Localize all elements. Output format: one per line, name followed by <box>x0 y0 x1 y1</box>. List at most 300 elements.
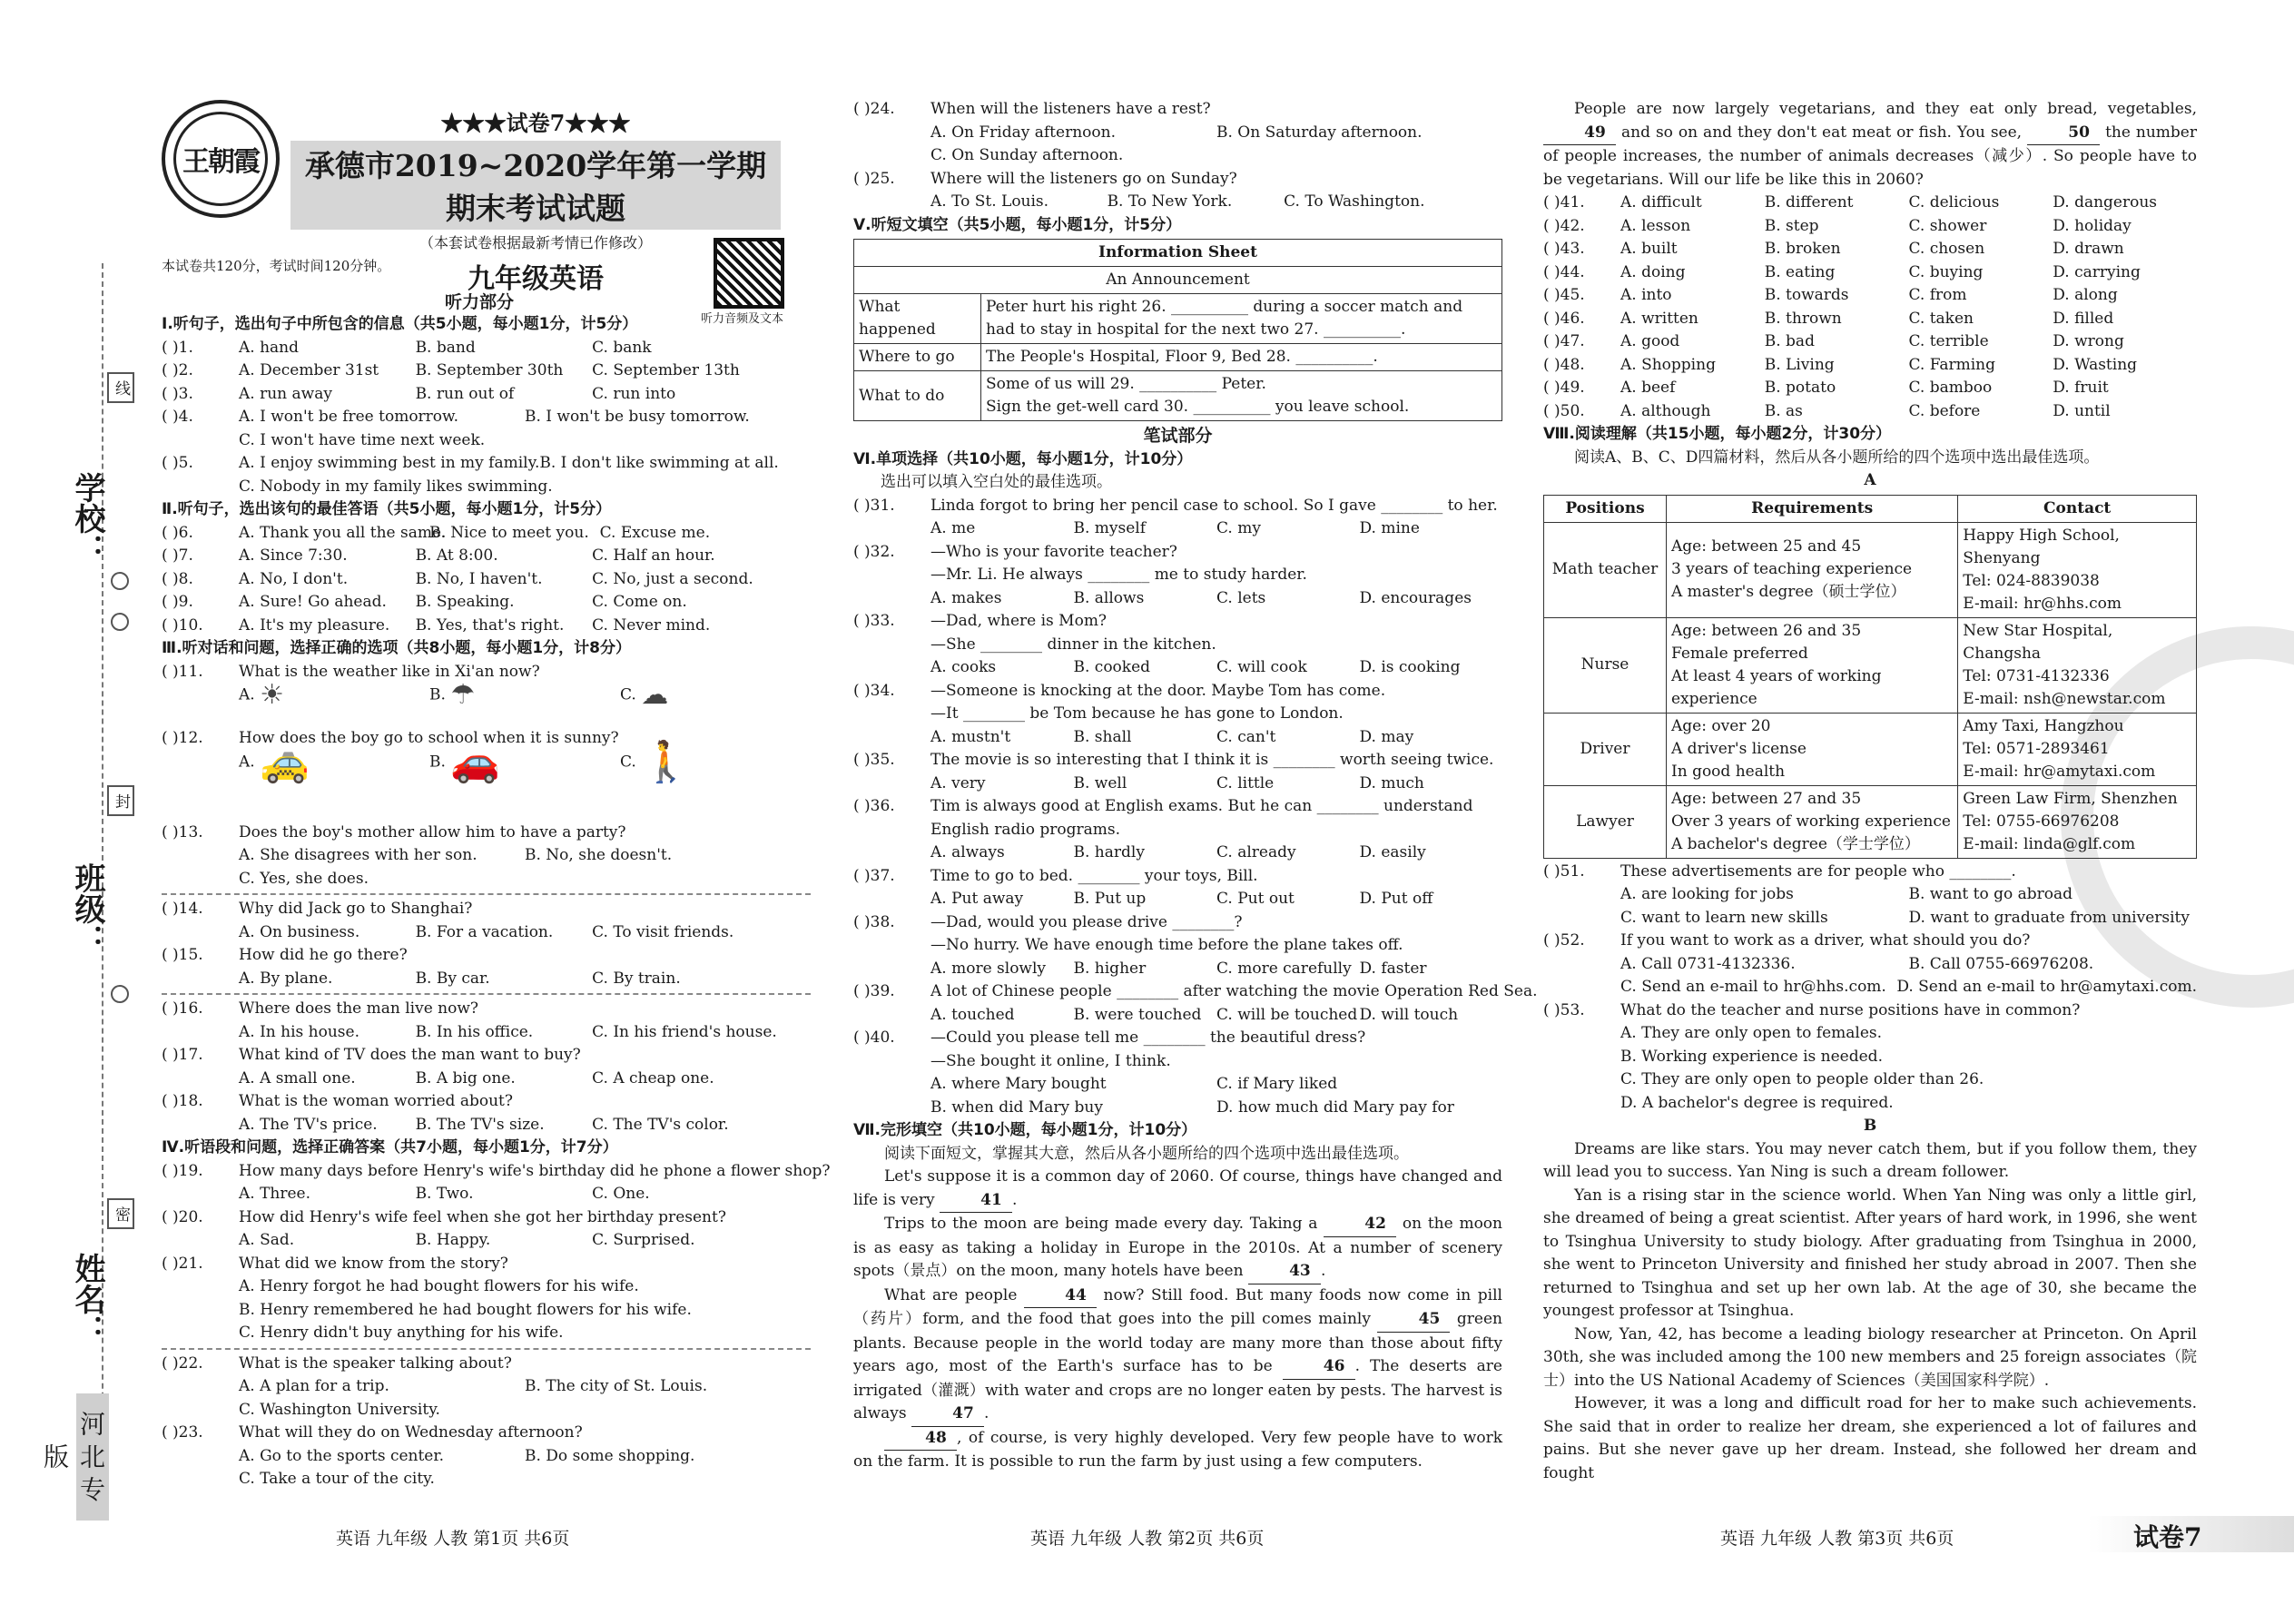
job-contact: New Star Hospital, Changsha Tel: 0731-4132336 E-mail: nsh@newstar.com <box>1958 617 2197 713</box>
info-row <box>854 371 1502 421</box>
question-number: ( )21. <box>162 1254 203 1273</box>
option: B. Nice to meet you. <box>429 523 589 542</box>
indent <box>162 1229 239 1253</box>
option: B. By car. <box>415 969 490 988</box>
question <box>162 822 811 845</box>
option: D. holiday <box>2053 216 2132 235</box>
indent <box>162 968 239 991</box>
question <box>162 944 811 968</box>
column-2 <box>853 98 1538 1474</box>
question <box>162 998 811 1021</box>
question <box>1543 883 2197 907</box>
job-contact: Green Law Firm, Shenzhen Tel: 0755-66976208 E-mail: linda@glf.com <box>1958 785 2197 858</box>
footer-tag: 试卷7 <box>2133 1522 2202 1552</box>
exam-title: 承德市2019~2020学年第一学期期末考试试题 <box>290 141 781 230</box>
question-number: ( )15. <box>162 946 203 964</box>
table-header: Contact <box>1958 495 2197 522</box>
question <box>1543 930 2197 953</box>
picture-option: B. 🚗 <box>429 738 501 785</box>
option: A. Sad. <box>239 1231 295 1249</box>
option: B. potato <box>1764 379 1836 397</box>
option-line: A. Henry forgot he had bought flowers for his wife. <box>239 1277 639 1295</box>
info-row <box>854 294 1502 344</box>
option: C. run into <box>592 384 676 403</box>
option: A. To St. Louis. <box>930 192 1049 211</box>
question <box>1543 192 2197 215</box>
punch-hole <box>111 572 129 590</box>
table-header: Positions <box>1544 495 1667 522</box>
question <box>1543 377 2197 400</box>
option-line: —She ________ dinner in the kitchen. <box>930 635 1216 654</box>
job-row <box>1544 713 2197 785</box>
question-text: If you want to work as a driver, what should you do? <box>1620 931 2031 950</box>
option: B. No, she doesn't. <box>525 846 673 864</box>
job-position: Driver <box>1544 713 1667 785</box>
option: A. Thank you all the same. <box>239 523 447 542</box>
question-number: ( )43. <box>1543 240 1585 258</box>
info-key: What happened <box>854 294 981 344</box>
question <box>162 568 811 592</box>
option: C. Half an hour. <box>592 546 715 565</box>
option: C. No, just a second. <box>592 569 753 588</box>
question <box>162 1021 811 1045</box>
question <box>1543 907 2197 930</box>
question <box>853 517 1502 541</box>
question <box>853 495 1502 518</box>
option: C. A cheap one. <box>592 1068 714 1088</box>
qr-caption: 听力音频及文本 <box>701 312 784 326</box>
option: D. easily <box>1359 843 1426 861</box>
binding-strip <box>0 0 136 1624</box>
question <box>1543 400 2197 424</box>
section-heading: Ⅷ.阅读理解（共15小题，每小题2分，计30分） <box>1543 425 1892 443</box>
section-heading: Ⅱ.听句子，选出该句的最佳答语（共5小题，每小题1分，计5分） <box>162 500 612 518</box>
question-text: —Who is your favorite teacher? <box>930 542 1177 561</box>
info-key: Where to go <box>854 344 981 371</box>
option: A. difficult <box>1620 193 1702 212</box>
option: D. carrying <box>2053 262 2141 281</box>
info-sheet-title: Information Sheet <box>854 240 1502 267</box>
listening-title: 听力部分 <box>445 292 515 312</box>
option: A. I won't be free tomorrow. <box>239 408 458 426</box>
question-number: ( )11. <box>162 662 203 681</box>
option: A. doing <box>1620 262 1686 281</box>
indent <box>853 1004 930 1028</box>
option: D. much <box>1359 773 1424 792</box>
question <box>162 337 811 360</box>
question-number: ( )25. <box>853 169 895 188</box>
question <box>853 1027 1502 1050</box>
option: D. how much did Mary pay for <box>1216 1097 1454 1117</box>
option: A. although <box>1620 401 1711 420</box>
passage-paragraph: Trips to the moon are being made every day. Taking a 42 on the moon is as easy as taking a holiday in Europe in the 2010s. At a number of scenery spots（景点）on the moon, many hotels have been 43 . <box>853 1213 1502 1284</box>
option-line: C. Take a tour of the city. <box>239 1470 435 1488</box>
indent <box>162 1114 239 1137</box>
option: C. To Washington. <box>1284 192 1425 211</box>
job-position: Math teacher <box>1544 522 1667 617</box>
option: B. The TV's size. <box>415 1115 545 1134</box>
question-number: ( )16. <box>162 999 203 1018</box>
question-number: ( )41. <box>1543 193 1585 212</box>
bind-mark-seal: 封 <box>107 785 134 816</box>
option: D. Put off <box>1359 890 1433 908</box>
section-heading: Ⅲ.听对话和问题，选择正确的选项（共8小题，每小题1分，计8分） <box>162 639 632 657</box>
option: C. little <box>1216 773 1275 792</box>
indent <box>162 1375 239 1399</box>
question-number: ( )53. <box>1543 1000 1585 1019</box>
cloud-icon: ☁ <box>641 679 669 711</box>
option: C. By train. <box>592 969 681 988</box>
option: C. more carefully <box>1216 959 1352 978</box>
question <box>853 1073 1502 1097</box>
option: B. higher <box>1073 959 1147 978</box>
question <box>162 1353 811 1376</box>
bind-mark-secret: 密 <box>107 1198 134 1229</box>
option: B. Two. <box>415 1185 474 1203</box>
passage-paragraph: Now, Yan, 42, has become a leading biology researcher at Princeton. On April 30th, she was included among the 100 new members and 25 foreign associates（院士）into the US National Academy of Sciences（美国国家科学院）. <box>1543 1324 2197 1390</box>
option-line: —She bought it online, I think. <box>930 1051 1171 1070</box>
option: B. were touched <box>1073 1005 1202 1024</box>
question-number: ( )39. <box>853 982 895 1000</box>
question-text: When will the listeners have a rest? <box>930 100 1211 118</box>
indent <box>162 921 239 945</box>
question-number: ( )19. <box>162 1161 203 1180</box>
question-number: ( )10. <box>162 615 203 635</box>
option: A. written <box>1620 309 1698 328</box>
question-number: ( )23. <box>162 1423 203 1442</box>
option: D. filled <box>2053 309 2114 328</box>
option: D. faster <box>1359 959 1427 978</box>
indent <box>162 1183 239 1206</box>
job-row <box>1544 617 2197 713</box>
question-number: ( )42. <box>1543 216 1585 235</box>
option: B. To New York. <box>1107 192 1233 211</box>
question <box>1543 215 2197 239</box>
option: D. encourages <box>1359 588 1472 607</box>
option-line: C. Yes, she does. <box>239 869 369 888</box>
question-number: ( )3. <box>162 384 193 403</box>
option: A. Go to the sports center. <box>239 1446 445 1465</box>
option: A. No, I don't. <box>239 569 349 588</box>
job-requirements: Age: between 26 and 35 Female preferred At least 4 years of working experience <box>1667 617 1958 713</box>
option: A. always <box>930 843 1005 861</box>
question <box>1543 999 2197 1023</box>
job-position: Nurse <box>1544 617 1667 713</box>
job-row <box>1544 522 2197 617</box>
question <box>853 191 1502 214</box>
option-line: B. Working experience is needed. <box>1620 1047 1883 1066</box>
question <box>853 842 1502 865</box>
question-number: ( )9. <box>162 593 193 611</box>
divider <box>162 993 811 995</box>
question-text: What is the weather like in Xi'an now? <box>239 662 540 681</box>
question-text: What will they do on Wednesday afternoon? <box>239 1423 583 1442</box>
class-label: 班级： <box>69 862 105 955</box>
option: A. good <box>1620 332 1680 350</box>
option: B. For a vacation. <box>415 922 554 941</box>
question-number: ( )37. <box>853 866 895 885</box>
option: C. The TV's color. <box>592 1115 729 1134</box>
question-text: Where will the listeners go on Sunday? <box>930 169 1237 188</box>
option: C. Come on. <box>592 593 687 611</box>
indent <box>853 773 930 796</box>
question <box>853 726 1502 750</box>
column-3 <box>1543 98 2197 1485</box>
option: C. Send an e-mail to hr@hhs.com. <box>1620 978 1886 996</box>
question <box>162 383 811 407</box>
option: B. Put up <box>1073 890 1147 908</box>
indent <box>853 958 930 981</box>
question <box>162 452 811 476</box>
question-number: ( )50. <box>1543 401 1585 420</box>
question <box>162 1375 811 1399</box>
school-label: 学校： <box>69 472 105 565</box>
question-number: ( )20. <box>162 1207 203 1226</box>
question <box>1543 861 2197 884</box>
indent <box>1543 976 1620 999</box>
question-text: —Could you please tell me ________ the beautiful dress? <box>930 1029 1366 1047</box>
question <box>162 1422 811 1445</box>
question <box>853 795 1502 819</box>
indent <box>162 1068 239 1091</box>
option: B. A big one. <box>415 1068 516 1088</box>
option: A. A plan for a trip. <box>239 1377 389 1395</box>
question-number: ( )44. <box>1543 262 1585 281</box>
qr-code[interactable] <box>714 238 784 309</box>
question-text: Why did Jack go to Shanghai? <box>239 900 473 918</box>
question <box>162 1090 811 1114</box>
question <box>162 1044 811 1068</box>
option-line: C. Washington University. <box>239 1400 440 1419</box>
option: C. Never mind. <box>592 615 711 635</box>
info-sheet-sub: An Announcement <box>854 267 1502 294</box>
question-text: What do the teacher and nurse positions have in common? <box>1620 1000 2081 1019</box>
question-text: How did Henry's wife feel when she got her birthday present? <box>239 1207 726 1226</box>
picture-options <box>162 679 811 727</box>
option: B. I don't like swimming at all. <box>539 454 779 472</box>
punch-hole <box>111 985 129 1003</box>
option: A. cooks <box>930 658 997 676</box>
option-line: D. A bachelor's degree is required. <box>1620 1093 1894 1112</box>
option: B. thrown <box>1764 309 1842 328</box>
question <box>1543 953 2197 977</box>
question-number: ( )36. <box>853 797 895 815</box>
picture-option: B. ☂ <box>429 679 476 711</box>
option: B. towards <box>1764 286 1849 304</box>
table-header: Requirements <box>1667 495 1958 522</box>
indent <box>853 656 930 680</box>
option: C. if Mary liked <box>1216 1075 1338 1093</box>
question-text: The movie is so interesting that I think it is ________ worth seeing twice. <box>930 751 1494 769</box>
option: B. allows <box>1073 588 1145 607</box>
option: B. myself <box>1073 519 1147 537</box>
option: C. buying <box>1908 262 1984 281</box>
option: A. On business. <box>239 922 360 941</box>
option: B. At 8:00. <box>415 546 498 565</box>
question-number: ( )51. <box>1543 861 1585 881</box>
option: B. I won't be busy tomorrow. <box>525 408 750 426</box>
question-number: ( )31. <box>853 496 895 515</box>
job-position: Lawyer <box>1544 785 1667 858</box>
option: A. run away <box>239 384 332 403</box>
picture-option: C. 🚶 <box>620 738 692 785</box>
question-number: ( )38. <box>853 912 895 931</box>
option: C. can't <box>1216 727 1276 746</box>
question-text: What is the speaker talking about? <box>239 1353 512 1373</box>
option: B. run out of <box>415 384 515 403</box>
question-text: A lot of Chinese people ________ after watching the movie Operation Red Sea. <box>930 982 1538 1000</box>
option: C. already <box>1216 843 1296 861</box>
option: B. On Saturday afternoon. <box>1216 123 1423 142</box>
job-requirements: Age: between 25 and 45 3 years of teaching experience A master's degree（硕士学位） <box>1667 522 1958 617</box>
info-key: What to do <box>854 371 981 421</box>
option: B. step <box>1764 216 1819 235</box>
option: A. By plane. <box>239 969 333 988</box>
question-number: ( )34. <box>853 681 895 700</box>
option: A. I enjoy swimming best in my family. <box>239 454 540 472</box>
job-requirements: Age: between 27 and 35 Over 3 years of working experience A bachelor's degree（学士学位） <box>1667 785 1958 858</box>
indent <box>853 1073 930 1097</box>
divider <box>162 893 811 895</box>
question <box>853 610 1502 634</box>
option: B. In his office. <box>415 1022 534 1041</box>
question-text: Does the boy's mother allow him to have a party? <box>239 822 626 842</box>
option: C. my <box>1216 519 1261 537</box>
job-row <box>1544 785 2197 858</box>
question-text: How many days before Henry's wife's birthday did he phone a flower shop? <box>239 1161 831 1180</box>
question-number: ( )8. <box>162 569 193 588</box>
question <box>853 911 1502 935</box>
section-heading: Ⅳ.听语段和问题，选择正确答案（共7小题，每小题1分，计7分） <box>162 1138 618 1156</box>
option-line: —Mr. Li. He always ________ me to study harder. <box>930 566 1307 584</box>
passage-paragraph: Let's suppose it is a common day of 2060. Of course, things have changed and life is very 41 . <box>853 1166 1502 1213</box>
footer-page-1: 英语 九年级 人教 第1页 共6页 <box>336 1529 570 1549</box>
name-label: 姓名： <box>69 1253 105 1345</box>
question <box>853 773 1502 796</box>
question <box>162 1445 811 1469</box>
passage-paragraph: Yan is a rising star in the science world. When Yan Ning was only a little girl, she dreamed of being a great scientist. After years of hard work, in 1996, she went to Tsinghua University to study biology. After graduating from Tsinghua in 2000, she went to Princeton University and finished her study abroad in 2007. Then she returned to Tsinghua and set up her own lab. At the age of 30, she became the youngest professor at Tsinghua. <box>1543 1186 2197 1320</box>
question-number: ( )7. <box>162 546 193 565</box>
question <box>853 98 1502 122</box>
option: B. hardly <box>1073 843 1145 861</box>
question-number: ( )48. <box>1543 355 1585 374</box>
indent <box>1543 883 1620 907</box>
question-text: Tim is always good at English exams. But he can ________ understand <box>930 797 1473 815</box>
rain-cloud-icon: ☂ <box>450 679 476 711</box>
question <box>162 968 811 991</box>
question <box>162 1229 811 1253</box>
question-number: ( )5. <box>162 454 193 472</box>
picture-option: C. ☁ <box>620 679 669 711</box>
option: B. broken <box>1764 240 1841 258</box>
question-text: Linda forgot to bring her pencil case to school. So I gave ________ to her. <box>930 496 1498 515</box>
indent <box>1543 953 1620 977</box>
option: C. shower <box>1908 216 1987 235</box>
question-text: —Someone is knocking at the door. Maybe Tom has come. <box>930 681 1386 700</box>
instruction: 选出可以填入空白处的最佳选项。 <box>881 473 1112 491</box>
option: D. may <box>1359 727 1414 746</box>
option: C. lets <box>1216 588 1266 607</box>
option-line: C. On Sunday afternoon. <box>930 146 1124 164</box>
question-number: ( )52. <box>1543 931 1585 950</box>
question <box>853 865 1502 889</box>
indent <box>162 1021 239 1045</box>
question <box>162 359 811 383</box>
option: A. lesson <box>1620 216 1691 235</box>
bind-mark-line: 线 <box>107 372 134 403</box>
option: B. eating <box>1764 262 1836 281</box>
walking-boy-icon: 🚶 <box>641 738 692 785</box>
option: D. Send an e-mail to hr@amytaxi.com. <box>1896 978 2197 996</box>
question <box>1543 261 2197 285</box>
option: C. Put out <box>1216 890 1295 908</box>
question <box>162 844 811 868</box>
option: A. Three. <box>239 1185 311 1203</box>
option: C. Excuse me. <box>599 523 711 542</box>
question <box>162 1253 811 1276</box>
passage-paragraph: Dreams are like stars. You may never catch them, but if you follow them, they will lead you to success. Yan Ning is such a dream follower. <box>1543 1139 2197 1181</box>
indent <box>853 726 930 750</box>
divider <box>162 1348 811 1350</box>
sun-icon: ☀ <box>260 679 284 711</box>
option: B. Living <box>1764 355 1835 374</box>
option: C. want to learn new skills <box>1620 908 1828 927</box>
subject-title: 九年级英语 <box>468 263 604 295</box>
option: C. Farming <box>1908 355 1996 374</box>
question <box>853 749 1502 773</box>
option-line: C. Henry didn't buy anything for his wife. <box>239 1324 564 1342</box>
question-number: ( )46. <box>1543 309 1585 328</box>
indent <box>853 888 930 911</box>
info-value: Some of us will 29. __________ Peter. Sign the get-well card 30. __________ you leave school. <box>981 371 1502 421</box>
question-number: ( )22. <box>162 1353 203 1373</box>
information-sheet <box>853 239 1502 421</box>
option: B. want to go abroad <box>1908 885 2073 903</box>
option-line: C. Nobody in my family likes swimming. <box>239 477 553 496</box>
section-heading: Ⅶ.完形填空（共10小题，每小题1分，计10分） <box>853 1121 1197 1139</box>
option: A. It's my pleasure. <box>239 615 390 635</box>
option: A. more slowly <box>930 959 1047 978</box>
question-number: ( )32. <box>853 542 895 561</box>
option: D. want to graduate from university <box>1908 908 2190 927</box>
option: A. Call 0731-4132336. <box>1620 954 1796 973</box>
question-number: ( )18. <box>162 1092 203 1110</box>
question <box>162 591 811 615</box>
question <box>162 898 811 921</box>
option: D. drawn <box>2053 240 2124 258</box>
footer-page-2: 英语 九年级 人教 第2页 共6页 <box>1030 1529 1265 1549</box>
question <box>853 980 1538 1004</box>
option: A. December 31st <box>239 361 379 379</box>
written-title: 笔试部分 <box>1143 426 1213 446</box>
province-tag: 河北专版 <box>76 1393 109 1521</box>
indent <box>853 842 930 865</box>
question <box>853 656 1502 680</box>
option: B. shall <box>1073 727 1132 746</box>
option: B. Speaking. <box>415 593 515 611</box>
question-number: ( )24. <box>853 100 895 118</box>
question <box>1543 308 2197 331</box>
option: A. On Friday afternoon. <box>930 123 1116 142</box>
question-text: Where does the man live now? <box>239 999 479 1018</box>
option: B. Do some shopping. <box>525 1446 695 1465</box>
question <box>853 888 1502 911</box>
jobs-table <box>1543 495 2197 859</box>
passage-paragraph: People are now largely vegetarians, and they eat only bread, vegetables, 49 and so on and they don't eat meat or fish. You see, 50 the number of people increases, the number of animals decreases（减少）. So people have to be vegetarians. Will our life be like this in 2060? <box>1543 100 2197 189</box>
question <box>1543 354 2197 378</box>
question-text: What did we know from the story? <box>239 1254 508 1273</box>
option: A. hand <box>239 338 299 357</box>
